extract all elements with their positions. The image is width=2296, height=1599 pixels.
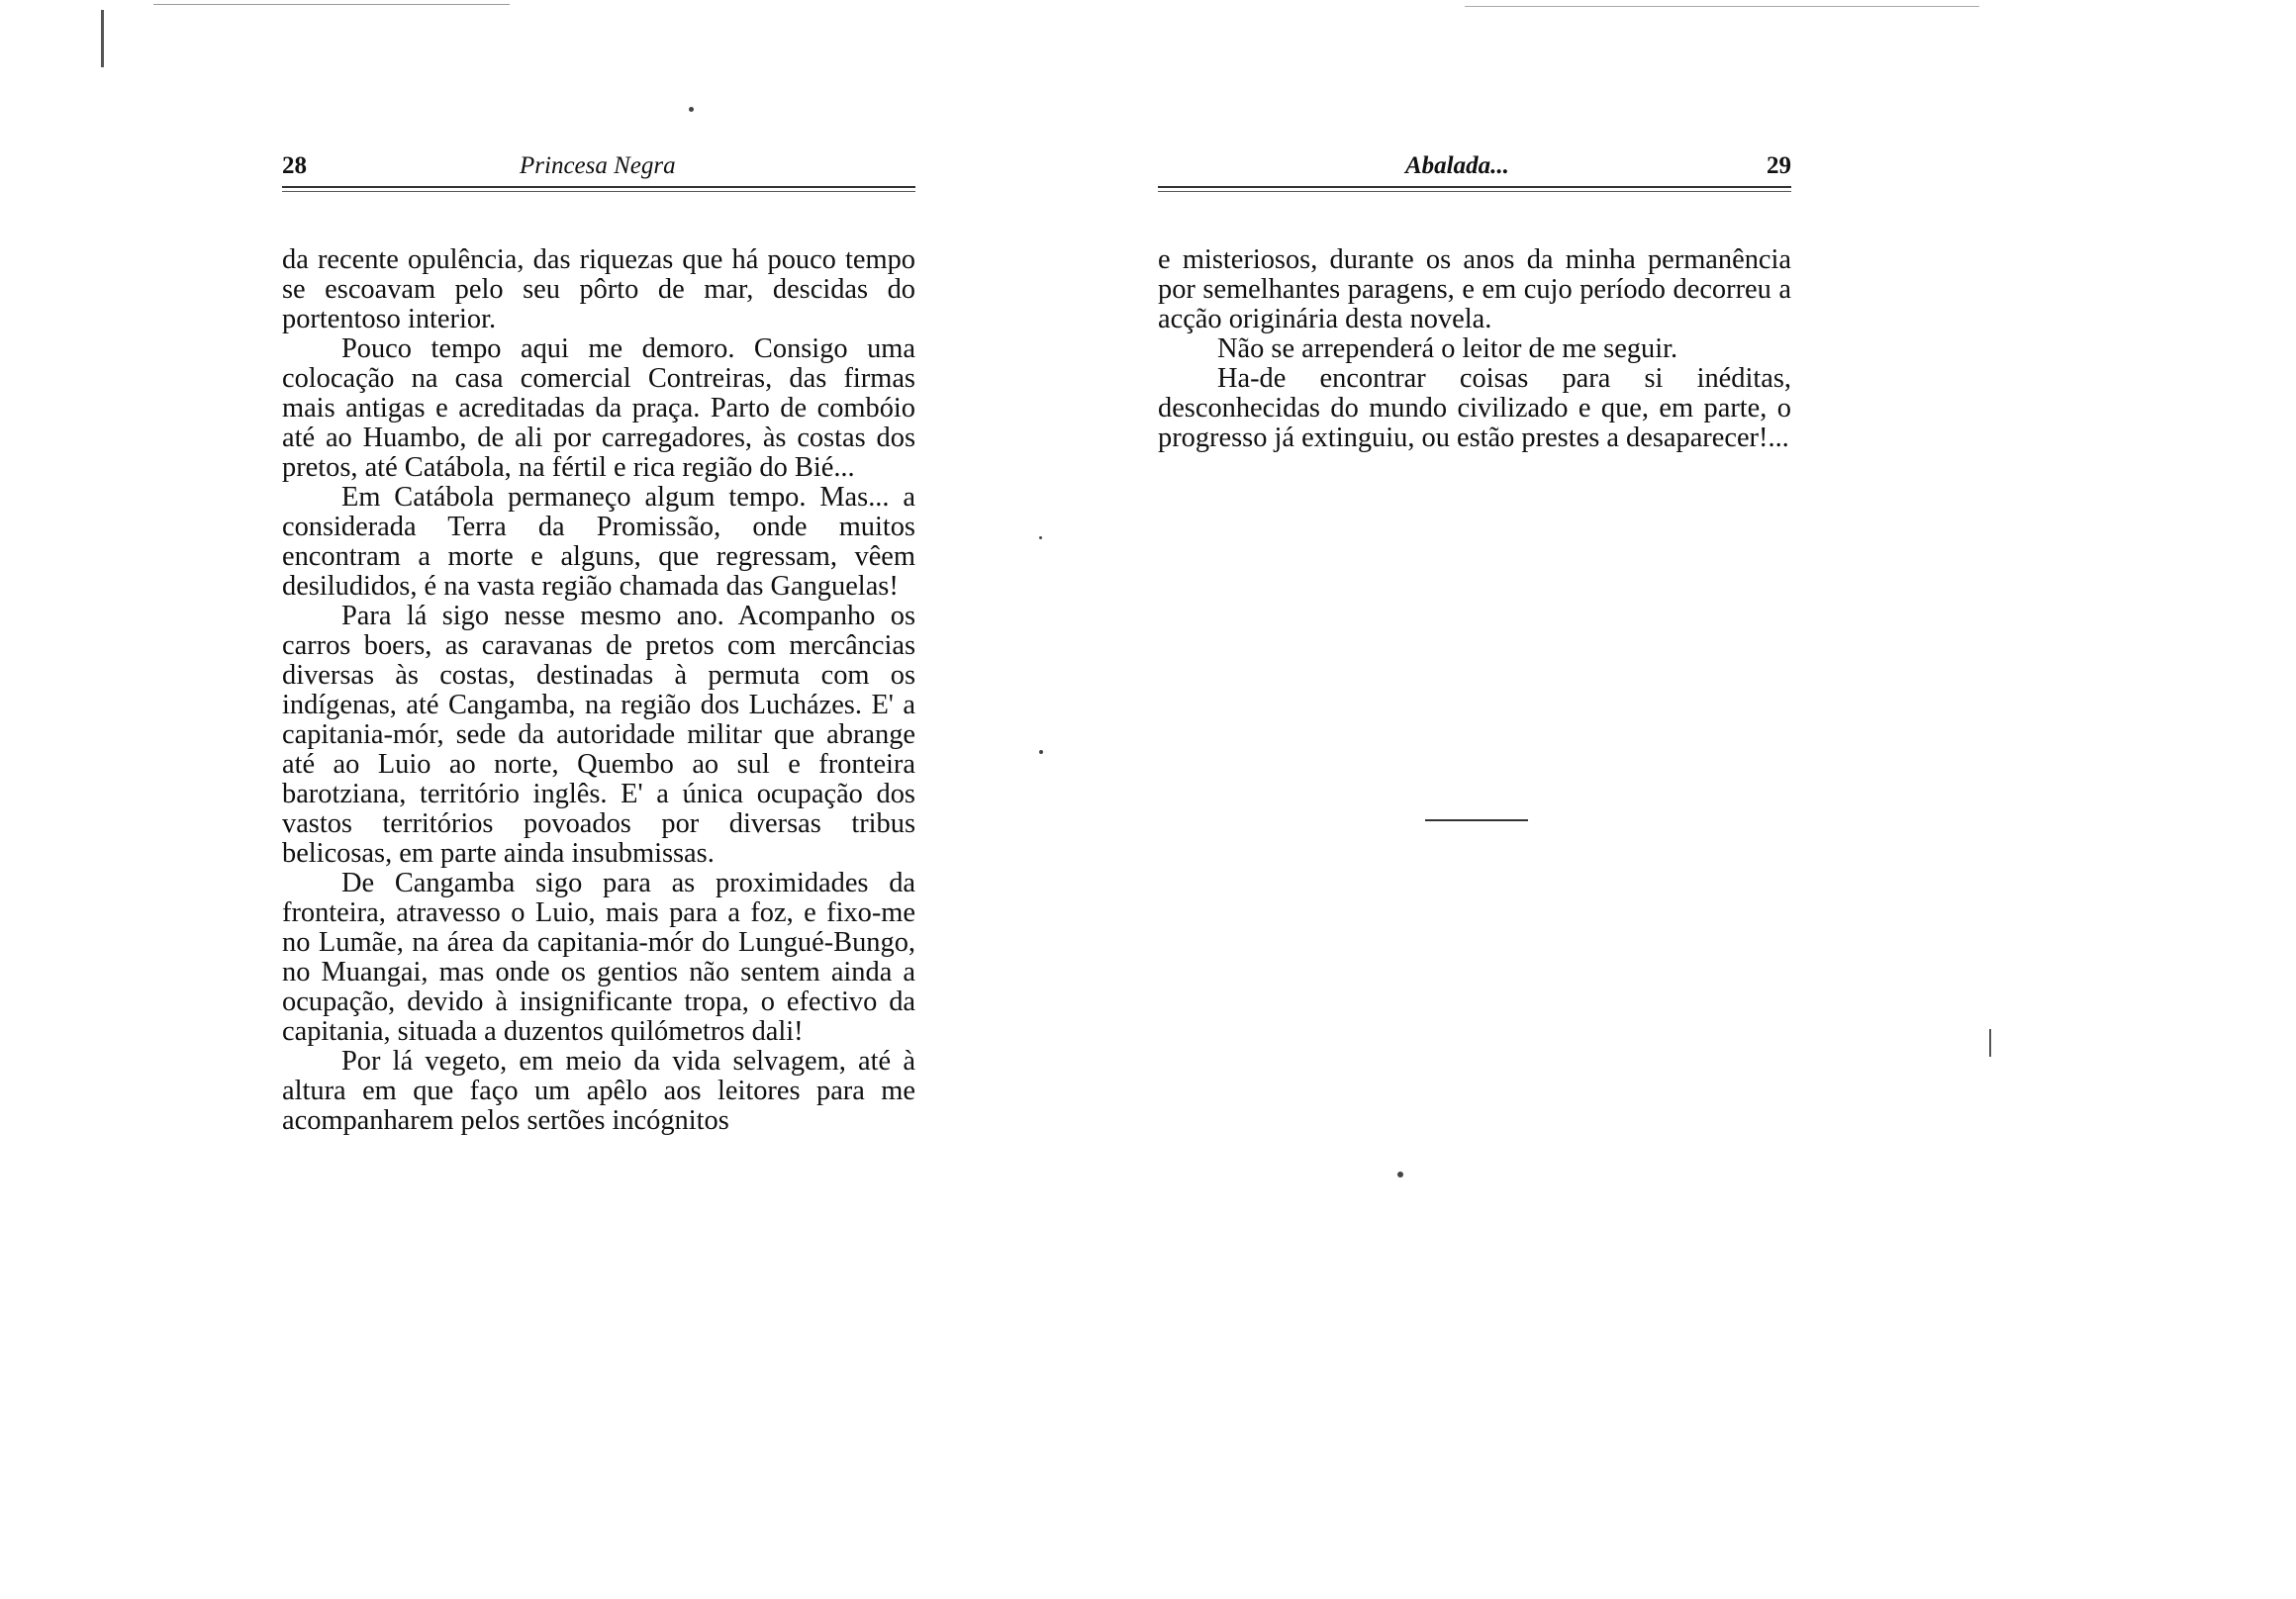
running-title: Princesa Negra — [520, 152, 676, 179]
scan-speck — [1039, 536, 1042, 539]
chapter-end-rule — [1425, 819, 1528, 821]
page-number: 29 — [1767, 152, 1791, 179]
header-rule — [282, 186, 915, 188]
running-title: Abalada... — [1405, 152, 1509, 179]
paragraph: Não se arrependerá o leitor de me seguir. — [1217, 333, 1678, 364]
page-number: 28 — [282, 152, 307, 179]
scan-mark — [153, 4, 510, 5]
left-page — [0, 0, 1128, 1599]
paragraph: Para lá sigo nesse mesmo ano. Acompanho os carros boers, as caravanas de pretos com mercâncias diversas às costas, destinadas à permuta com os indígenas, até Cangamba, na região dos Lucházes. E' a capitania-mór, sede da autoridade militar que abrange até ao Luio ao norte, Quembo ao sul e fronteira barotziana, território inglês. E' a única ocupação dos vastos territórios povoados por diversas tribus belicosas, em parte ainda insubmissas. — [282, 601, 915, 869]
scan-speck — [1039, 750, 1043, 754]
scan-mark — [101, 10, 104, 67]
running-head-left — [282, 146, 915, 186]
scan-mark — [1989, 1029, 1991, 1057]
header-rule-thin — [1158, 191, 1791, 192]
body-text-right — [1158, 245, 1791, 453]
paragraph: Em Catábola permaneço algum tempo. Mas... a considerada Terra da Promissão, onde muitos encontram a morte e alguns, que regressam, vêem desiludidos, é na vasta região chamada das Ganguelas! — [282, 482, 915, 602]
body-text-left — [282, 245, 915, 1136]
paragraph: Ha-de encontrar coisas para si inéditas, desconhecidas do mundo civilizado e que, em parte, o progresso já extinguiu, ou estão prestes a desaparecer!... — [1158, 363, 1791, 453]
paragraph: e misteriosos, durante os anos da minha permanência por semelhantes paragens, e em cujo período decorreu a acção originária desta novela. — [1158, 244, 1791, 334]
running-head-right — [1158, 146, 1791, 186]
paragraph: Por lá vegeto, em meio da vida selvagem, até à altura em que faço um apêlo aos leitores para me acompanharem pelos sertões incógnitos — [282, 1046, 915, 1136]
scan-speck — [1397, 1172, 1403, 1177]
scan-speck — [689, 107, 694, 112]
header-rule — [1158, 186, 1791, 188]
paragraph: Pouco tempo aqui me demoro. Consigo uma colocação na casa comercial Contreiras, das firmas mais antigas e acreditadas da praça. Parto de combóio até ao Huambo, de ali por carregadores, às costas dos pretos, até Catábola, na fértil e rica região do Bié... — [282, 333, 915, 483]
right-page — [1128, 0, 2296, 1599]
scan-mark — [1465, 6, 1979, 7]
paragraph: De Cangamba sigo para as proximidades da fronteira, atravesso o Luio, mais para a foz, e fixo-me no Lumãe, na área da capitania-mór do Lungué-Bungo, no Muangai, mas onde os gentios não sentem ainda a ocupação, devido à insignificante tropa, o efectivo da capitania, situada a duzentos quilómetros dali! — [282, 868, 915, 1047]
paragraph: da recente opulência, das riquezas que há pouco tempo se escoavam pelo seu pôrto de mar, descidas do portentoso interior. — [282, 244, 915, 334]
header-rule-thin — [282, 191, 915, 192]
